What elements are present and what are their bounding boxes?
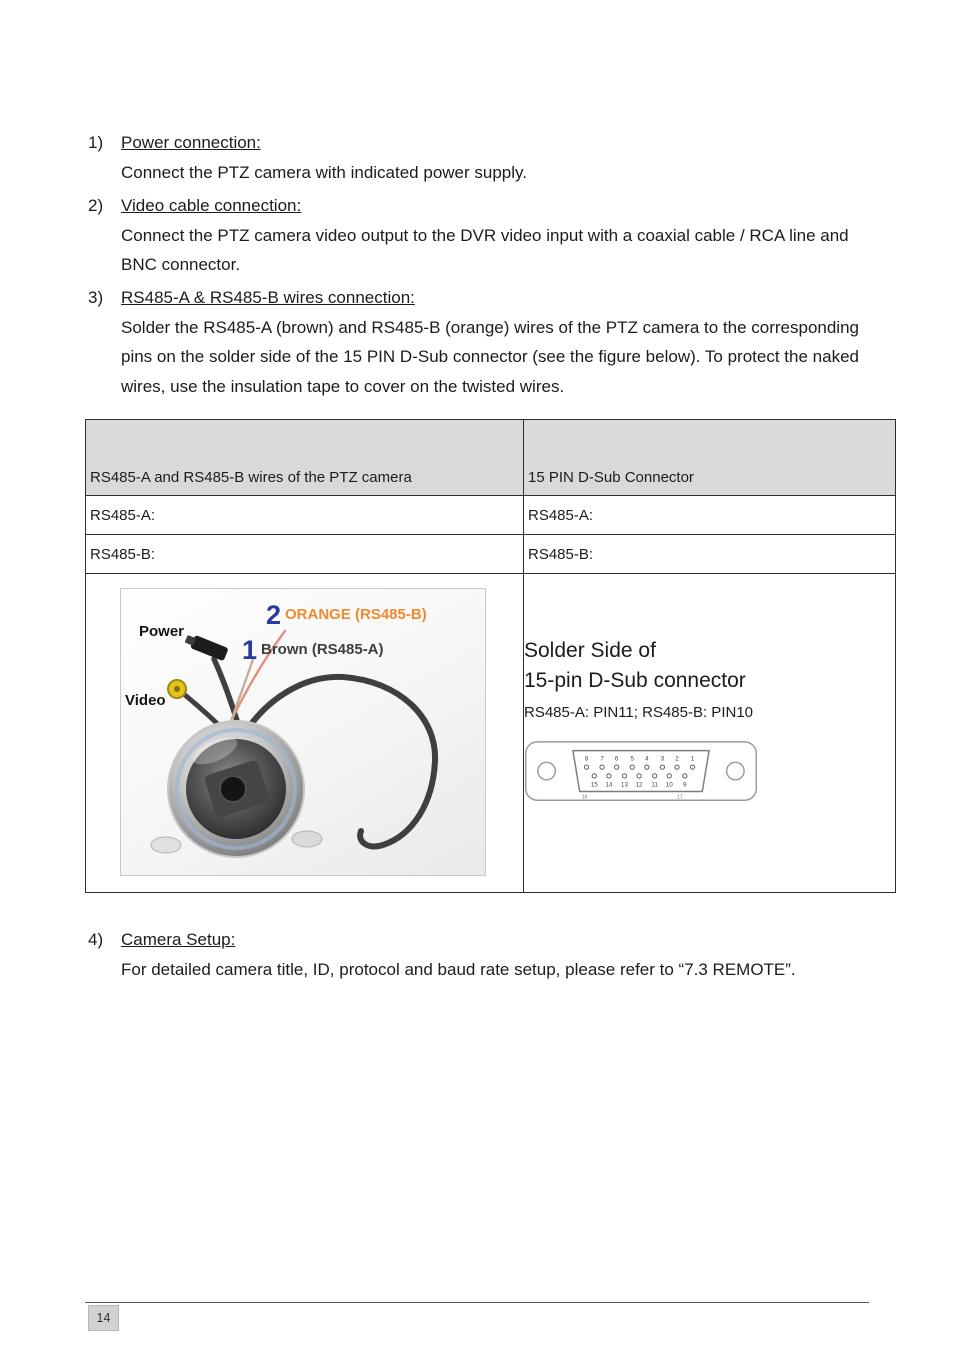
wire1-number-label: 1 <box>242 635 258 665</box>
dsub-pin-number: 12 <box>635 781 643 789</box>
table-header-dsub: 15 PIN D-Sub Connector <box>524 420 896 496</box>
power-connector <box>184 632 229 661</box>
page-content <box>88 128 872 988</box>
dome-camera <box>151 721 322 857</box>
section-heading-power: Power connection: <box>121 133 261 152</box>
dsub-connector-drawing <box>524 737 758 809</box>
table-cell-rs485a-right: RS485-A: <box>524 496 896 535</box>
dsub-pin-note: RS485-A: PIN11; RS485-B: PIN10 <box>524 704 753 721</box>
table-cell-rs485b-right: RS485-B: <box>524 535 896 574</box>
list-item-video <box>88 191 872 280</box>
table-row-rs485a <box>86 496 896 535</box>
table-row-rs485b <box>86 535 896 574</box>
video-label: Video <box>125 692 166 709</box>
list-number: 3) <box>88 287 104 307</box>
section-heading-camera-setup: Camera Setup: <box>121 930 236 949</box>
dsub-pin-number: 1 <box>690 755 695 763</box>
list-number: 4) <box>88 930 104 949</box>
dsub-pin-number: 5 <box>630 755 635 763</box>
ptz-camera-photo <box>120 588 486 876</box>
ptz-camera-illustration <box>121 589 485 875</box>
dsub-pin-number: 10 <box>665 781 673 789</box>
dsub-shell-marks <box>582 794 683 800</box>
figure-row <box>86 574 896 893</box>
dsub-title <box>524 574 895 696</box>
page-number: 14 <box>88 1305 119 1331</box>
dsub-pin-number: 14 <box>605 781 613 789</box>
section-body-power: Connect the PTZ camera with indicated power supply. <box>121 163 527 182</box>
dsub-pin-number: 11 <box>651 781 658 789</box>
dsub-screw-hole-left <box>538 762 556 780</box>
dsub-pins-top <box>584 765 694 769</box>
list-item-rs485 <box>88 283 872 402</box>
dsub-figure-cell <box>524 574 896 893</box>
dsub-screw-hole-right <box>727 762 745 780</box>
dsub-title-line2: 15-pin D-Sub connector <box>524 669 746 692</box>
table-cell-rs485a-left: RS485-A: <box>86 496 524 535</box>
dsub-pin-number: 8 <box>584 755 589 763</box>
dsub-pin-number: 15 <box>590 781 598 789</box>
section-heading-video: Video cable connection: <box>121 195 302 215</box>
dsub-body <box>526 742 757 800</box>
wire2-number-label: 2 <box>266 600 282 630</box>
section-body-video: Connect the PTZ camera video output to the DVR video input with a coaxial cable / RCA line and BNC connector. <box>121 225 849 274</box>
dsub-pin-number: 4 <box>645 755 649 763</box>
section-body-rs485: Solder the RS485-A (brown) and RS485-B (orange) wires of the PTZ camera to the corresponding pins on the solder side of the 15 PIN D-Sub connector (see the figure below). To protect the naked wires, use the insulation tape to cover on the twisted wires. <box>121 317 859 396</box>
dsub-pin-number: 13 <box>620 781 628 789</box>
list-number: 1) <box>88 133 104 152</box>
table-header-row <box>86 420 896 496</box>
power-label: Power <box>139 623 185 640</box>
footer-rule <box>85 1302 869 1303</box>
dsub-pin-number: 9 <box>683 781 687 789</box>
table-cell-rs485b-left: RS485-B: <box>86 535 524 574</box>
section-heading-rs485: RS485-A & RS485-B wires connection: <box>121 287 415 307</box>
list-item-power <box>88 128 872 188</box>
dsub-pin-number: 6 <box>614 755 619 763</box>
dsub-pin-numbers-bottom <box>591 782 687 789</box>
dsub-pins-bottom <box>592 774 687 778</box>
section-body-camera-setup: For detailed camera title, ID, protocol and baud rate setup, please refer to “7.3 REMOTE”. <box>121 960 796 979</box>
camera-figure-cell <box>86 574 524 893</box>
rca-video-connector <box>168 680 186 698</box>
table-header-wires: RS485-A and RS485-B wires of the PTZ camera <box>86 420 524 496</box>
list-number: 2) <box>88 195 104 215</box>
dsub-title-line1: Solder Side of <box>524 639 656 662</box>
dsub-shell-mark: 17 <box>676 794 683 801</box>
dsub-pin-number: 3 <box>660 755 665 763</box>
wire1-brown-label: Brown (RS485-A) <box>261 641 384 658</box>
list-item-camera-setup <box>88 925 872 985</box>
wire2-orange-label: ORANGE (RS485-B) <box>285 606 427 623</box>
dsub-shell-mark: 16 <box>581 794 588 801</box>
dsub-pin-number: 2 <box>675 755 679 763</box>
dsub-pin-number: 7 <box>600 755 604 763</box>
dsub-pin-numbers-top <box>585 755 695 762</box>
connection-table <box>85 419 896 893</box>
